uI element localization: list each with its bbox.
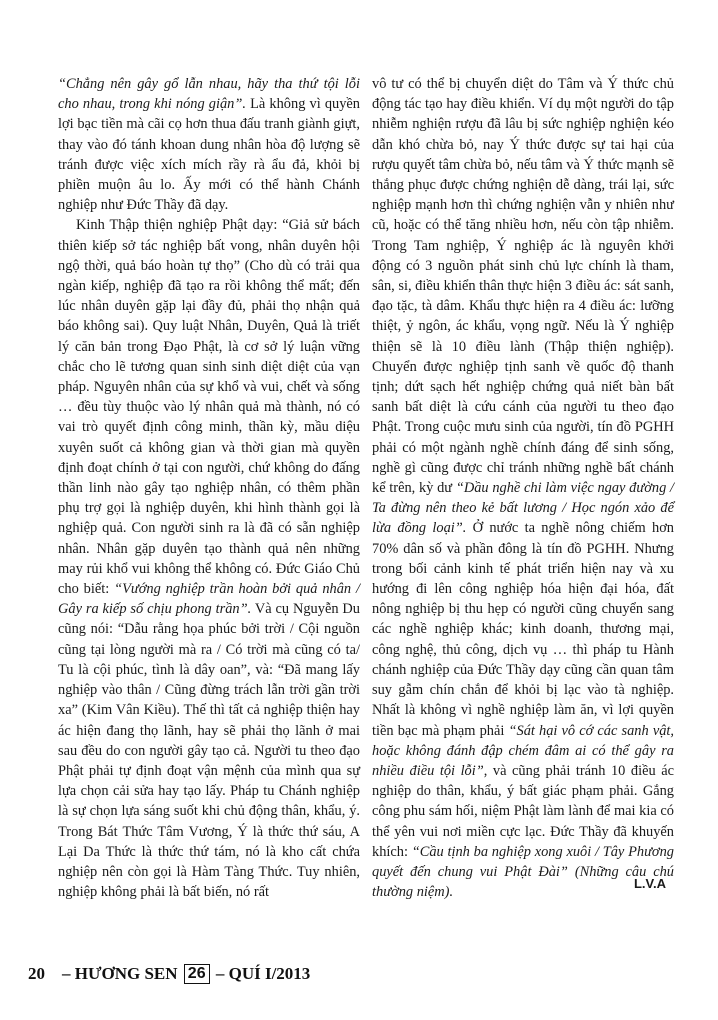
paragraph-2-text-a: Kinh Thập thiện nghiệp Phật dạy: “Giả sử bách thiên kiếp sở tác nghiệp bất vong, nhân duyên hội ngộ thời, quả báo hoàn tự thọ” (Cho dù có trải qua ngàn kiếp, nghiệp đã tạo ra rồi không thể mất; đến lúc nhân duyên gặp lại đầy đủ, phải thọ nhận quả báo không sai). Quy luật Nhân, Duyên, Quả là triết lý căn bản trong Đạo Phật, là cơ sở lý luận vững chắc cho lẽ tương quan sinh sinh diệt diệt của vạn pháp. Nguyên nhân của sự khổ và vui, chết và sống … đều tùy thuộc vào lý nhân quả mà thành, nó có vai trò quyết định công minh, thần kỳ, mầu diệu xuyên suốt cả không gian và thời gian mà quyền định đoạt chính ở tại con người, chứ không do đấng thần linh nào gây tạo nghiệp nhân, có thêm phần phụ trợ gọi là nghiệp duyên, khi hình thành gọi là nghiệp quả. Con người sinh ra là đã có sẵn nghiệp nhân. Nhân gặp duyên tạo thành quả nên những may rủi khổ vui không thể không có. Đức Giáo Chủ cho biết: (58, 217, 360, 598)
paragraph-3 (372, 74, 674, 902)
quote-forgiveness: “Chẳng nên gây gổ lẫn nhau, hãy tha thứ tội lỗi cho nhau, trong khi nóng giận”. (58, 76, 360, 113)
paragraph-2-text-b: Và cụ Nguyễn Du cũng nói: “Dẫu rằng họa phúc bởi trời / Cội nguồn cũng tại lòng người mà ra / Có trời mà cũng có ta/ Tu là cội phúc, tình là dây oan”, và: “Đã mang lấy nghiệp vào thân / Cũng đừng trách lẫn trời gần trời xa” (Kim Vân Kiều). Thế thì tất cả nghiệp thiện hay ác hiện đang thọ lãnh, hay sẽ phải thọ lãnh ở mai sau đều do con người gây tạo cả. Người tu theo đạo Phật phải tự định đoạt vận mệnh của mình qua sự lựa chọn cải sửa hay tạo lấy. Pháp tu Chánh nghiệp là sự chọn lựa sáng suốt khi chủ động thân, khẩu, ý. Trong Bát Thức Tâm Vương, Ý là thức thứ sáu, A Lại Da Thức là thức thứ tám, nó là kho cất chứa nghiệp nên còn gọi là Hàm Tàng Thức. Tuy nhiên, nghiệp không phải là bất biến, nó rất (58, 601, 360, 901)
issue-period: QUÍ I/2013 (228, 964, 311, 984)
magazine-name: HƯƠNG SEN (74, 964, 178, 984)
quote-sat-hai: “Sát hại vô cớ các sanh vật, hoặc không đánh đập chém đâm ai có thể gây ra nhiều điều tội lỗi” (372, 722, 674, 779)
right-column (372, 74, 674, 902)
paragraph-2 (58, 215, 360, 902)
footer-dash: – (62, 964, 71, 984)
page-footer (28, 963, 310, 984)
quote-vuong-nghiep: “Vướng nghiệp trần hoàn bởi quả nhân / Gây ra kiếp số chịu phong trần”. (58, 581, 360, 618)
footer-dash: – (215, 964, 225, 984)
paragraph-3-text-c: , và cũng phải tránh 10 điều ác nghiệp do thân, khẩu, ý bất giác phạm phải. Gắng công phu sám hối, niệm Phật làm lành để mai kia có thể yên vui nơi miền cực lạc. Đức Thầy đã khuyến khích: (372, 762, 674, 860)
paragraph-3-text-a: vô tư có thể bị chuyển diệt do Tâm và Ý thức chủ động tác tạo hay điều khiển. Ví dụ một người do tập nhiễm nghiện rượu đã lâu bị sức nghiệp nghiện kéo dẫn khó chừa bỏ, nay Ý thức được sự tai hại của rượu quyết tâm chừa bỏ, nếu tâm và Ý thức mạnh sẽ thắng phục được chứng nghiện dễ dàng, trái lại, sức nghiệp mạnh hơn thì chứng nghiện vẫn y nhiên như cũ, hoặc có thể tăng nhiều hơn, nếu còn tập nhiễm. Trong Tam nghiệp, Ý nghiệp ác là nguyên khởi động có 3 nguồn phát sinh chủ lực chính là tham, sân, si, điều khiển thân thực hiện 3 điều ác: sát sanh, đạo tặc, tà dâm. Khẩu thực hiện ra 4 điều ác: lưỡng thiệt, ỷ ngôn, ác khẩu, vọng ngữ. Nếu là Ý nghiệp thiện sẽ là 10 điều lành (Thập thiện nghiệp). Chuyển được nghiệp tịnh sanh về quốc độ thanh tịnh; dứt sạch hết nghiệp chứng quả niết bàn bất sanh bất diệt là cứu cánh của người tu theo đạo Phật. Trong cuộc mưu sinh của người, tín đồ PGHH phải có một ngành nghề chính đáng để sinh sống, nghề gì cũng được chỉ tránh những nghề bất chánh kể trên, kỳ dư (372, 76, 674, 497)
quote-dau-nghe: “Dầu nghề chi làm việc ngay đường / Ta đừng nên theo kẻ bất lương / Học ngón xảo để lừa đồng loại”. (372, 480, 674, 537)
paragraph-1 (58, 74, 360, 215)
page-number: 20 (28, 964, 45, 984)
paragraph-3-text-b: Ở nước ta nghề nông chiếm hơn 70% dân số và phần đông là tín đồ PGHH. Nhưng trong bối cảnh kinh tế phát triển hiện nay và xu hướng đi lên công nghiệp hóa hiện đại hóa, đất nông nghiệp bị thu hẹp có người cũng chuyển sang các nghề nghiệp khác; kinh doanh, thương mại, công nghệ, thủ công, dịch vụ … thì pháp tu Hành chánh nghiệp của Đức Thầy dạy cũng cần quan tâm suy gẫm chín chắn để khỏi bị lạc vào tà nghiệp. Nhất là không vì nghề nghiệp làm ăn, vì lợi quyền tiền bạc mà phạm phải (372, 520, 674, 739)
left-column (58, 74, 360, 902)
paragraph-1-text: Là không vì quyền lợi bạc tiền mà cãi cọ hơn thua đấu tranh giành giựt, thay vào đó tánh khoan dung nhân hòa độ lượng sẽ tránh được việc xích mích rầy rà ẩu đả, khỏi bị phiền muộn âu lo. Ấy mới có thể hành Chánh nghiệp như Đức Thầy đã dạy. (58, 96, 360, 214)
issue-number-badge: 26 (184, 964, 210, 984)
author-signature: L.V.A (633, 876, 666, 891)
quote-cau-tinh: “Cầu tịnh ba nghiệp xong xuôi / Tây Phương quyết đến chung vui Phật Đài” (Những câu chú thường niệm). (372, 843, 674, 901)
